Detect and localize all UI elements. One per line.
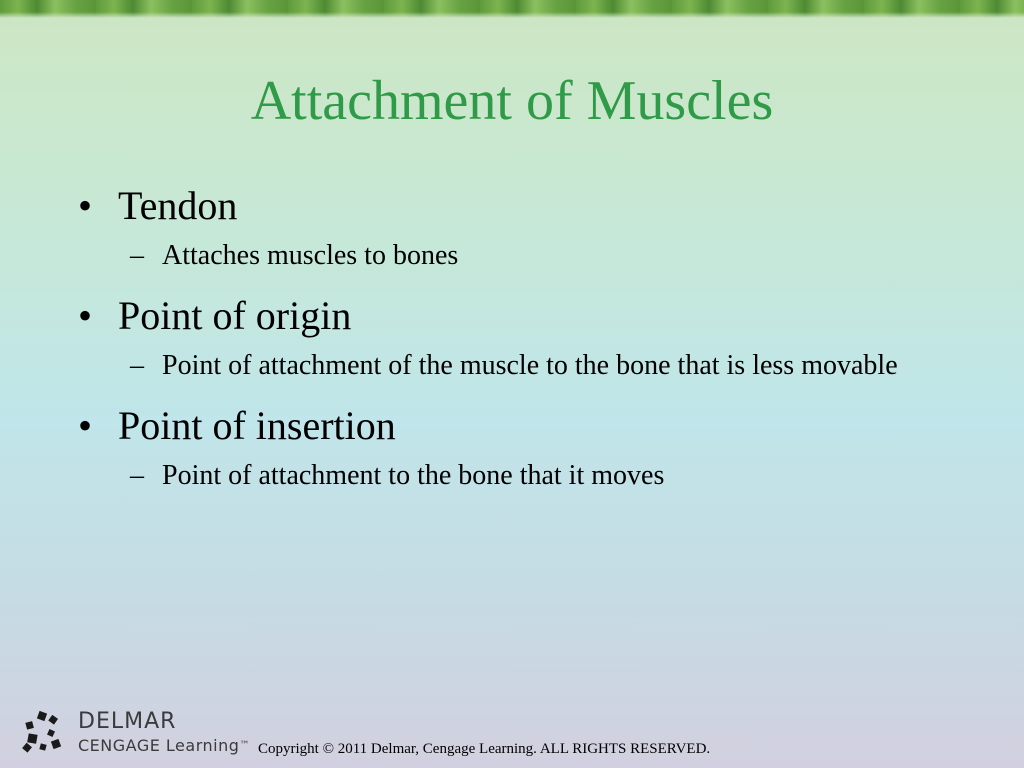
- dash-icon: –: [130, 460, 144, 491]
- copyright-notice: Copyright © 2011 Delmar, Cengage Learning. ALL RIGHTS RESERVED.: [258, 741, 711, 757]
- slide-title: Attachment of Muscles: [250, 70, 774, 132]
- delmar-cengage-logo: [22, 710, 252, 758]
- bullet-text: Point of insertion: [118, 403, 396, 448]
- bullet-item-insertion: [78, 400, 958, 452]
- logo-name: DELMAR: [78, 709, 177, 734]
- sub-bullet-text: Point of attachment of the muscle to the bone that is less movable: [162, 350, 898, 381]
- logo-subtitle: CENGAGE Learning™: [78, 736, 250, 755]
- bullet-icon: •: [78, 183, 93, 228]
- sub-bullet-item: [78, 236, 958, 276]
- bullet-item-origin: [78, 290, 958, 342]
- sub-bullet-text: Attaches muscles to bones: [162, 240, 459, 271]
- bullet-text: Point of origin: [118, 293, 352, 338]
- bullet-list: [78, 180, 958, 496]
- bullet-item-tendon: [78, 180, 958, 232]
- top-decorative-band: [0, 0, 1024, 18]
- trademark: ™: [239, 740, 250, 751]
- dash-icon: –: [130, 240, 144, 271]
- bullet-text: Tendon: [118, 183, 238, 228]
- delmar-cengage-logo-icon: [22, 710, 66, 754]
- dash-icon: –: [130, 350, 144, 381]
- bullet-icon: •: [78, 403, 93, 448]
- sub-bullet-item: [78, 346, 958, 386]
- sub-bullet-text: Point of attachment to the bone that it moves: [162, 460, 665, 491]
- sub-bullet-item: [78, 456, 958, 496]
- bullet-icon: •: [78, 293, 93, 338]
